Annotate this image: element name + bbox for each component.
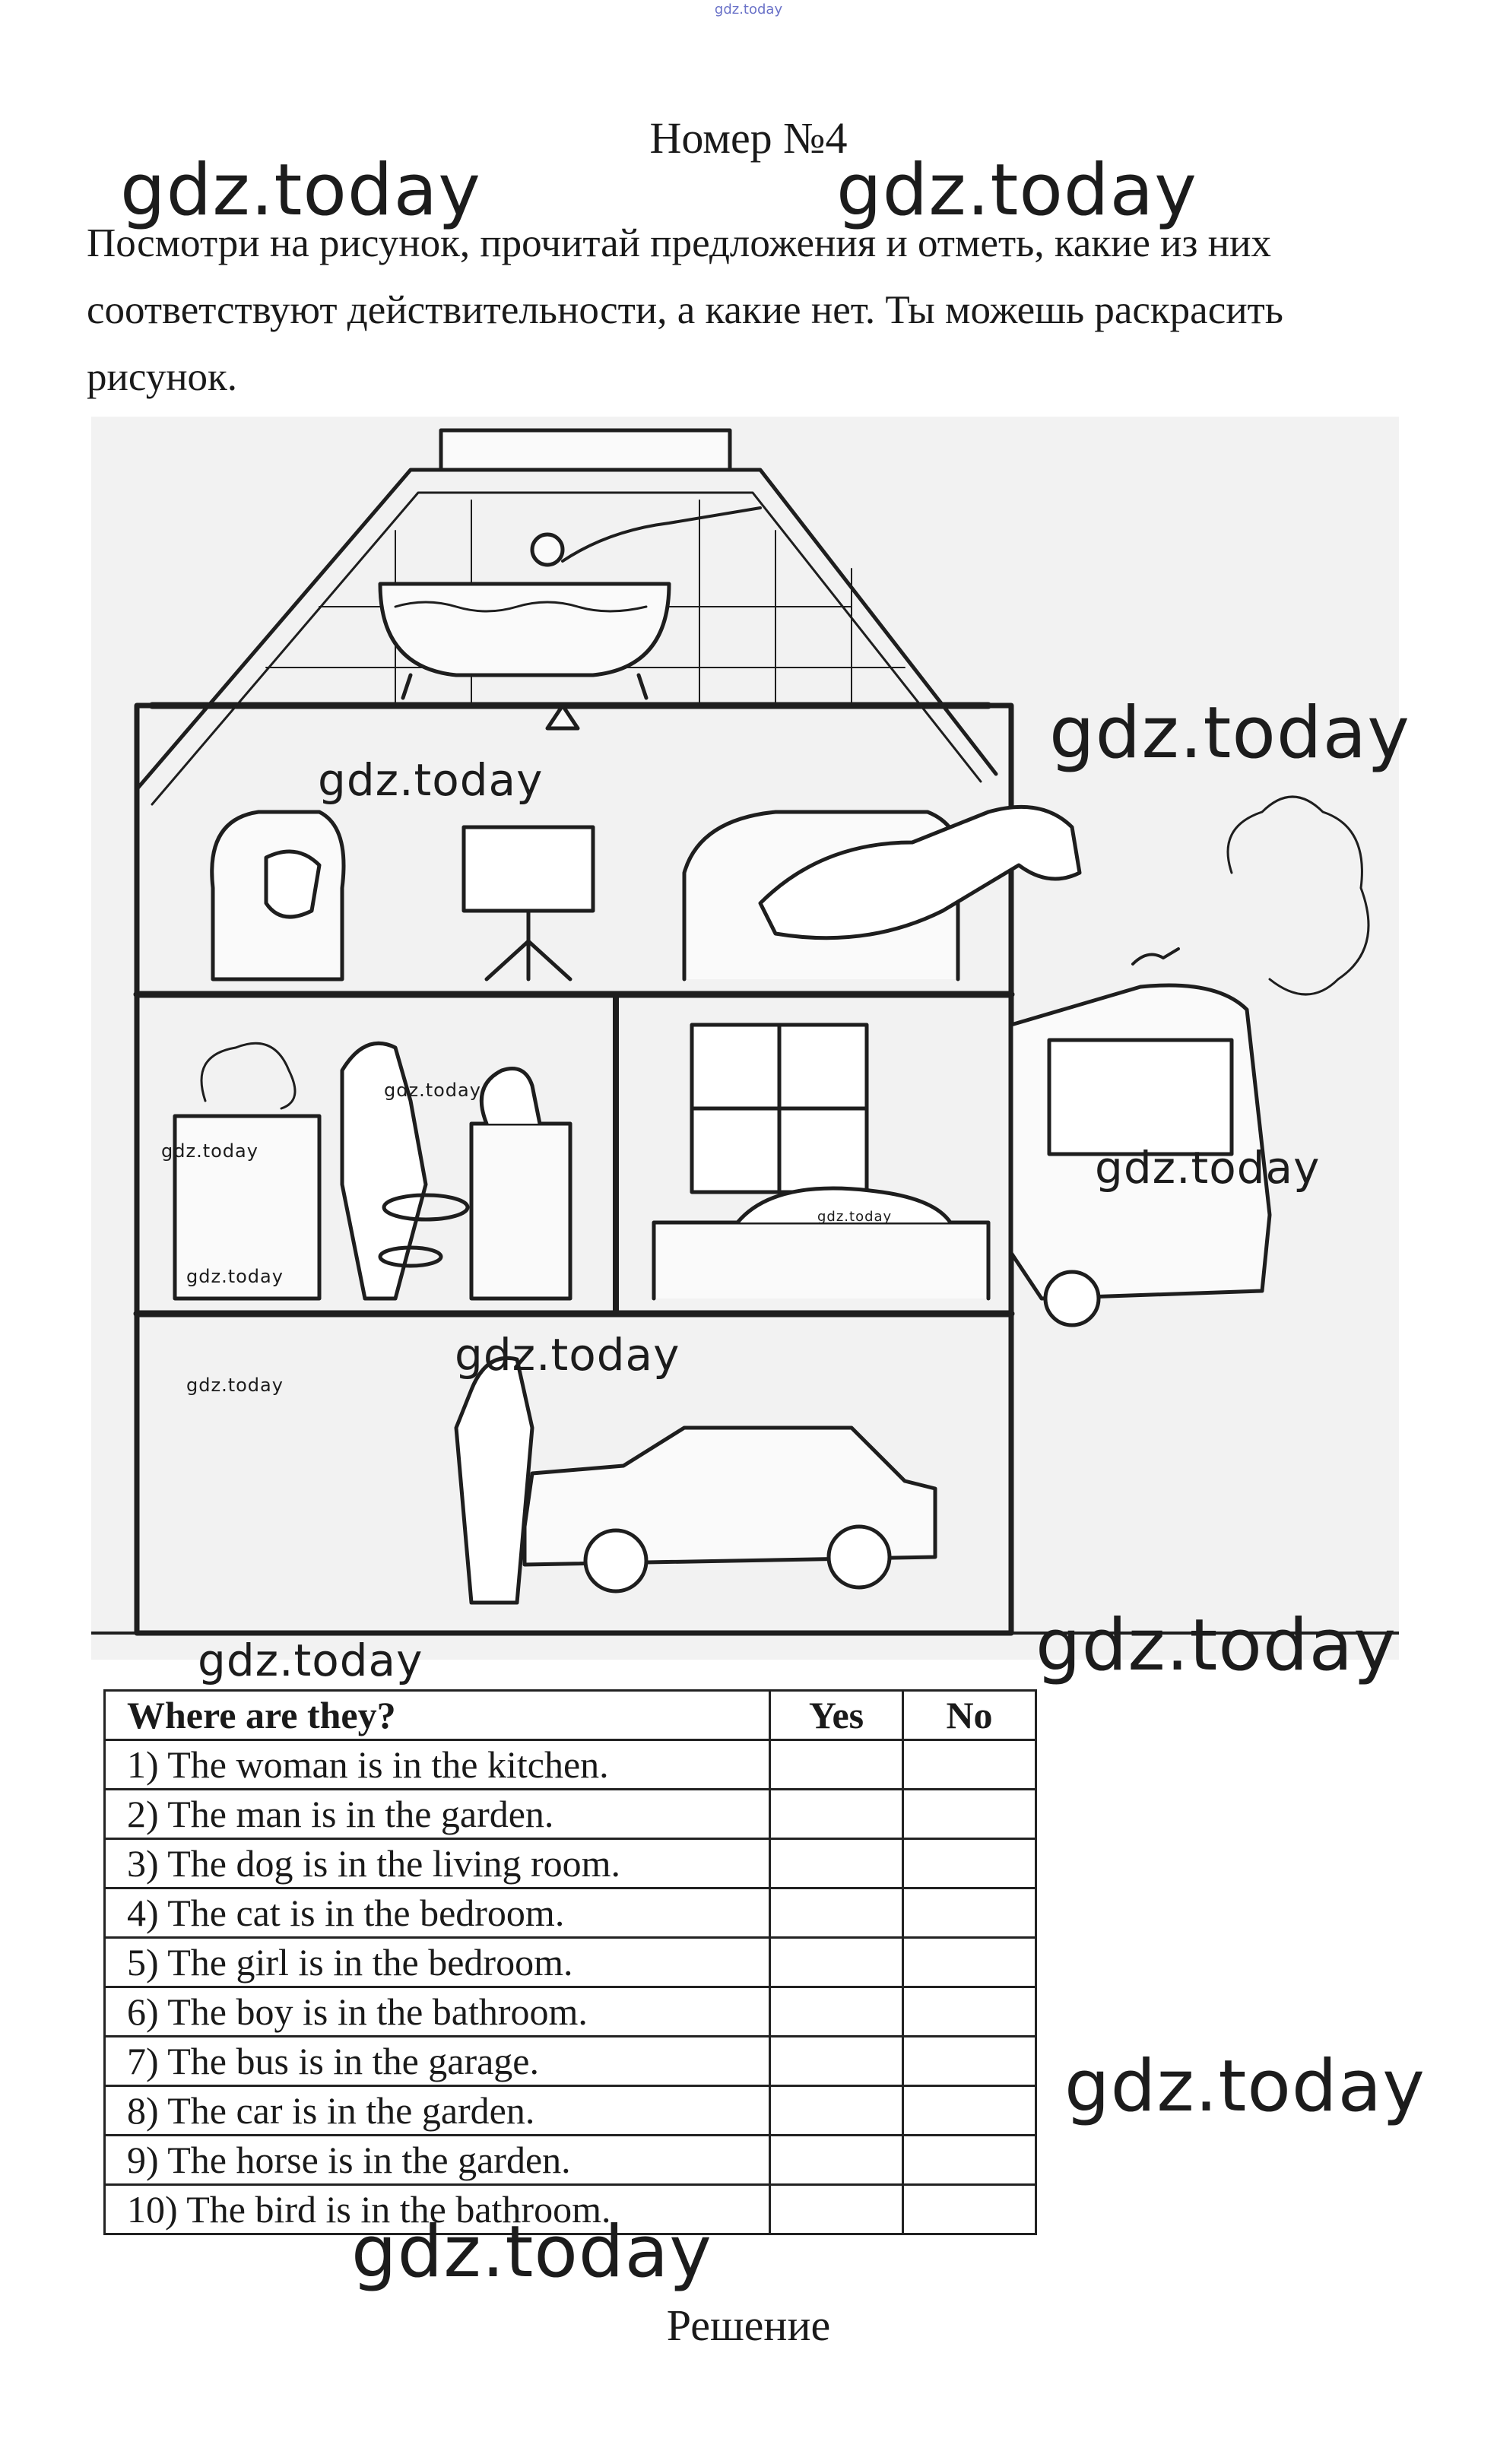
watermark: gdz.today bbox=[198, 1635, 423, 1686]
no-cell[interactable] bbox=[903, 1987, 1036, 2037]
column-header-yes: Yes bbox=[770, 1691, 903, 1740]
table-row bbox=[105, 1839, 1036, 1888]
column-header-no: No bbox=[903, 1691, 1036, 1740]
bed bbox=[654, 1222, 988, 1299]
bird-figure bbox=[1133, 949, 1178, 964]
chimney-block bbox=[441, 430, 730, 470]
task-table bbox=[103, 1689, 1037, 2235]
table-header-row bbox=[105, 1691, 1036, 1740]
yes-cell[interactable] bbox=[770, 2037, 903, 2086]
no-cell[interactable] bbox=[903, 1839, 1036, 1888]
watermark: gdz.today bbox=[836, 149, 1197, 232]
house-illustration bbox=[91, 417, 1399, 1660]
yes-cell[interactable] bbox=[770, 2086, 903, 2136]
table-row bbox=[105, 1790, 1036, 1839]
yes-cell[interactable] bbox=[770, 2136, 903, 2185]
table-row bbox=[105, 2136, 1036, 2185]
dog-figure bbox=[266, 851, 319, 917]
yes-cell[interactable] bbox=[770, 1839, 903, 1888]
row-sentence: 8) The car is in the garden. bbox=[105, 2086, 770, 2136]
table-row bbox=[105, 1740, 1036, 1790]
no-cell[interactable] bbox=[903, 1938, 1036, 1987]
solution-label: Решение bbox=[666, 2301, 831, 2350]
no-cell[interactable] bbox=[903, 2136, 1036, 2185]
house-cross-section-illustration bbox=[91, 417, 1399, 1660]
boy-figure bbox=[563, 508, 760, 561]
yes-cell[interactable] bbox=[770, 2185, 903, 2234]
row-sentence: 1) The woman is in the kitchen. bbox=[105, 1740, 770, 1790]
yes-cell[interactable] bbox=[770, 1987, 903, 2037]
yes-cell[interactable] bbox=[770, 1740, 903, 1790]
no-cell[interactable] bbox=[903, 2185, 1036, 2234]
site-mark: gdz.today bbox=[714, 2, 783, 17]
row-sentence: 2) The man is in the garden. bbox=[105, 1790, 770, 1839]
cat-figure bbox=[481, 1069, 540, 1124]
instructions-text: Посмотри на рисунок, прочитай предложения и отметь, какие из них соответствуют действительности, а какие нет. Ты можешь раскрасить рисунок. bbox=[87, 221, 1283, 399]
row-sentence: 7) The bus is in the garage. bbox=[105, 2037, 770, 2086]
table-row bbox=[105, 2086, 1036, 2136]
table-row bbox=[105, 1888, 1036, 1938]
yes-cell[interactable] bbox=[770, 1888, 903, 1938]
watermark: gdz.today bbox=[161, 1140, 258, 1162]
watermark: gdz.today bbox=[1036, 1604, 1397, 1687]
fridge bbox=[471, 1124, 570, 1299]
no-cell[interactable] bbox=[903, 1888, 1036, 1938]
column-header-question: Where are they? bbox=[105, 1691, 770, 1740]
watermark: gdz.today bbox=[318, 754, 544, 806]
bathtub bbox=[380, 584, 669, 675]
watermark: gdz.today bbox=[1095, 1142, 1321, 1194]
watermark: gdz.today bbox=[120, 149, 481, 232]
exercise-number: Номер №4 bbox=[649, 113, 848, 163]
watermark: gdz.today bbox=[186, 1375, 284, 1396]
watermark: gdz.today bbox=[1064, 2045, 1426, 2128]
no-cell[interactable] bbox=[903, 1790, 1036, 1839]
row-sentence: 5) The girl is in the bedroom. bbox=[105, 1938, 770, 1987]
row-sentence: 3) The dog is in the living room. bbox=[105, 1839, 770, 1888]
watermark: gdz.today bbox=[817, 1209, 893, 1225]
watermark: gdz.today bbox=[384, 1080, 481, 1101]
watermark: gdz.today bbox=[1049, 692, 1410, 775]
watermark: gdz.today bbox=[455, 1329, 680, 1381]
woman-figure bbox=[456, 1358, 532, 1603]
row-sentence: 10) The bird is in the bathroom. bbox=[105, 2185, 770, 2234]
watermark: gdz.today bbox=[186, 1266, 284, 1287]
watermark: gdz.today bbox=[351, 2211, 712, 2294]
yes-cell[interactable] bbox=[770, 1938, 903, 1987]
tv-set bbox=[464, 827, 593, 911]
yes-cell[interactable] bbox=[770, 1790, 903, 1839]
row-sentence: 6) The boy is in the bathroom. bbox=[105, 1987, 770, 2037]
table-row bbox=[105, 1938, 1036, 1987]
tree bbox=[1228, 797, 1369, 994]
no-cell[interactable] bbox=[903, 2086, 1036, 2136]
no-cell[interactable] bbox=[903, 1740, 1036, 1790]
no-cell[interactable] bbox=[903, 2037, 1036, 2086]
table-row bbox=[105, 2037, 1036, 2086]
row-sentence: 9) The horse is in the garden. bbox=[105, 2136, 770, 2185]
table-row bbox=[105, 1987, 1036, 2037]
row-sentence: 4) The cat is in the bedroom. bbox=[105, 1888, 770, 1938]
